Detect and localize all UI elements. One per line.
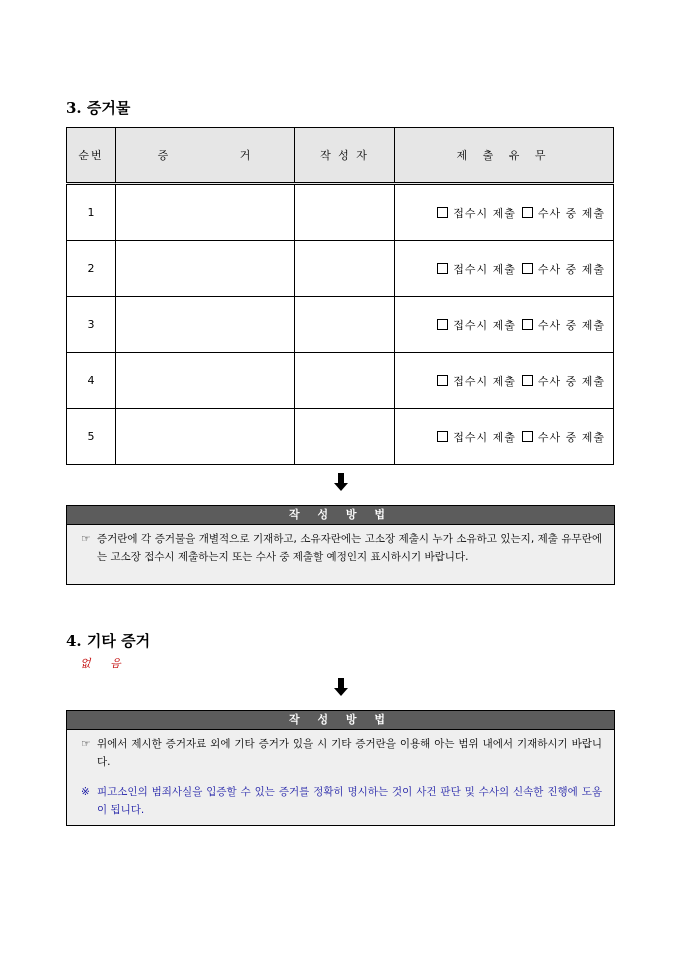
evidence-cell[interactable] — [116, 184, 295, 241]
header-evidence: 증 거 — [116, 128, 295, 184]
row-number: 1 — [67, 184, 116, 241]
checkbox-submit-at-filing[interactable] — [437, 207, 448, 218]
checkbox-submit-during-investigation[interactable] — [522, 431, 533, 442]
option-submit-at-filing: 접수시 제출 — [453, 430, 516, 444]
checkbox-submit-at-filing[interactable] — [437, 263, 448, 274]
row-number: 5 — [67, 409, 116, 465]
option-submit-during-investigation: 수사 중 제출 — [537, 430, 605, 444]
evidence-table-header — [67, 128, 614, 184]
checkbox-submit-at-filing[interactable] — [437, 431, 448, 442]
pointing-hand-icon: ☞ — [81, 533, 91, 545]
guide-note: 피고소인의 범죄사실을 입증할 수 있는 증거를 정확히 명시하는 것이 사건 판단 및 수사의 신속한 진행에 도움이 됩니다. — [97, 786, 602, 816]
row-number: 2 — [67, 241, 116, 297]
checkbox-submit-during-investigation[interactable] — [522, 319, 533, 330]
guide-title: 작 성 방 법 — [67, 506, 614, 525]
submission-cell — [395, 409, 614, 465]
header-author: 작 성 자 — [295, 128, 395, 184]
author-cell[interactable] — [295, 409, 395, 465]
checkbox-submit-at-filing[interactable] — [437, 375, 448, 386]
evidence-cell[interactable] — [116, 353, 295, 409]
down-arrow-icon — [334, 473, 348, 491]
none-text: 없 음 — [80, 657, 129, 670]
row-number: 3 — [67, 297, 116, 353]
row-number: 4 — [67, 353, 116, 409]
author-cell[interactable] — [295, 297, 395, 353]
option-submit-at-filing: 접수시 제출 — [453, 206, 516, 220]
option-submit-at-filing: 접수시 제출 — [453, 318, 516, 332]
evidence-cell[interactable] — [116, 241, 295, 297]
author-cell[interactable] — [295, 353, 395, 409]
checkbox-submit-during-investigation[interactable] — [522, 375, 533, 386]
option-submit-at-filing: 접수시 제출 — [453, 374, 516, 388]
option-submit-during-investigation: 수사 중 제출 — [537, 318, 605, 332]
evidence-table — [66, 127, 614, 465]
section-3-title: 3. 증거물 — [66, 99, 131, 117]
checkbox-submit-during-investigation[interactable] — [522, 263, 533, 274]
header-submission: 제 출 유 무 — [395, 128, 614, 184]
evidence-cell[interactable] — [116, 409, 295, 465]
table-row — [67, 297, 614, 353]
guide-text: 위에서 제시한 증거자료 외에 기타 증거가 있을 시 기타 증거란을 이용해 아는 범위 내에서 기재하시기 바랍니다. — [97, 738, 602, 768]
writing-guide-box — [66, 505, 615, 585]
option-submit-during-investigation: 수사 중 제출 — [537, 374, 605, 388]
submission-cell — [395, 353, 614, 409]
checkbox-submit-during-investigation[interactable] — [522, 207, 533, 218]
option-submit-at-filing: 접수시 제출 — [453, 262, 516, 276]
guide-text: 증거란에 각 증거물을 개별적으로 기재하고, 소유자란에는 고소장 제출시 누가 소유하고 있는지, 제출 유무란에는 고소장 접수시 제출하는지 또는 수사 중 제출할 예정인지 표시하시기 바랍니다. — [97, 533, 602, 563]
submission-cell — [395, 184, 614, 241]
pointing-hand-icon: ☞ — [81, 738, 91, 750]
table-row — [67, 353, 614, 409]
down-arrow-icon — [334, 678, 348, 696]
option-submit-during-investigation: 수사 중 제출 — [537, 206, 605, 220]
submission-cell — [395, 241, 614, 297]
table-row — [67, 184, 614, 241]
note-mark-icon: ※ — [81, 786, 90, 798]
author-cell[interactable] — [295, 241, 395, 297]
guide-title: 작 성 방 법 — [67, 711, 614, 730]
table-row — [67, 409, 614, 465]
section-4-title: 4. 기타 증거 — [66, 632, 151, 650]
option-submit-during-investigation: 수사 중 제출 — [537, 262, 605, 276]
evidence-cell[interactable] — [116, 297, 295, 353]
writing-guide-box — [66, 710, 615, 826]
submission-cell — [395, 297, 614, 353]
header-no: 순번 — [67, 128, 116, 184]
checkbox-submit-at-filing[interactable] — [437, 319, 448, 330]
author-cell[interactable] — [295, 184, 395, 241]
table-row — [67, 241, 614, 297]
